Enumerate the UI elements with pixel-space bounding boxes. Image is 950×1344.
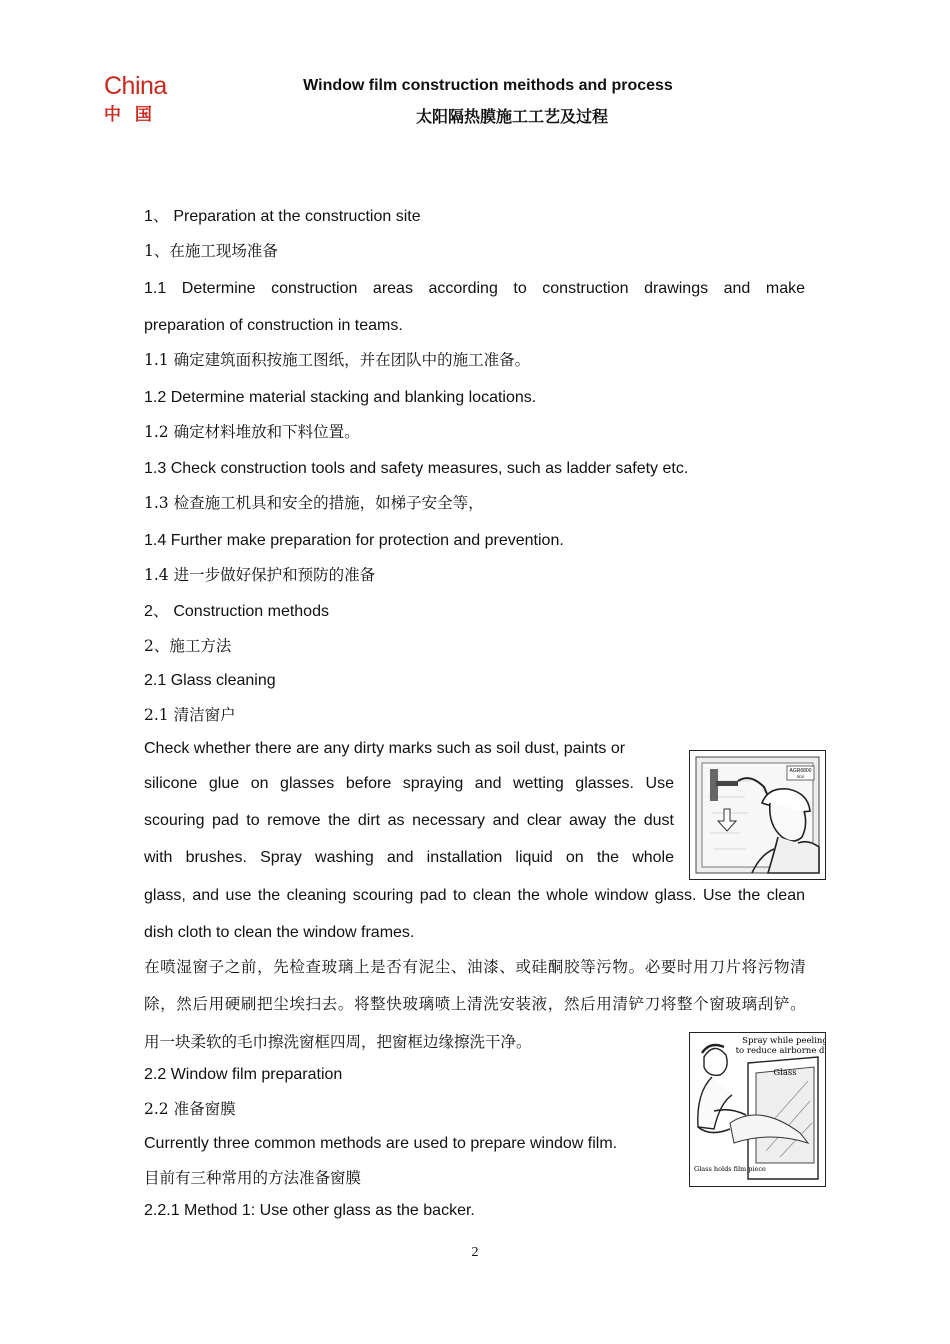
- paragraph-1-4-zh: 1.4 进一步做好保护和预防的准备: [144, 566, 376, 584]
- glass-label: Glass: [773, 1068, 797, 1078]
- page-number: 2: [471, 1245, 479, 1260]
- sign-line1: AGR6800: [789, 768, 812, 774]
- paragraph-2-1-zh-line3: 用一块柔软的毛巾擦洗窗框四周，把窗框边缘擦洗干净。: [144, 1033, 532, 1051]
- section-2-heading-zh: 2、施工方法: [144, 637, 232, 655]
- subsection-2-2-1-heading: 2.2.1 Method 1: Use other glass as the backer.: [144, 1202, 475, 1219]
- subsection-2-2-heading-zh: 2.2 准备窗膜: [144, 1100, 236, 1118]
- paragraph-1-3-zh: 1.3 检查施工机具和安全的措施，如梯子安全等，: [144, 494, 484, 512]
- fig2-bottom-label: Glass holds film piece: [694, 1165, 766, 1173]
- paragraph-1-4: 1.4 Further make preparation for protection and prevention.: [144, 532, 564, 549]
- paragraph-1-1-zh: 1.1 确定建筑面积按施工图纸，并在团队中的施工准备。: [144, 351, 531, 369]
- paragraph-2-2-zh: 目前有三种常用的方法准备窗膜: [144, 1169, 362, 1187]
- paragraph-2-1-line4: with brushes. Spray washing and installation liquid on the whole: [144, 849, 674, 866]
- section-1-heading-zh: 1、在施工现场准备: [144, 242, 278, 260]
- paragraph-2-1-zh-line2: 除，然后用硬刷把尘埃扫去。将整快玻璃喷上清洗安装液，然后用清铲刀将整个窗玻璃刮铲。: [144, 995, 805, 1013]
- paragraph-2-1-line1: Check whether there are any dirty marks such as soil dust, paints or: [144, 740, 626, 757]
- paragraph-2-1-line6: dish cloth to clean the window frames.: [144, 924, 415, 941]
- glass-cleaning-drawing: [690, 751, 825, 879]
- logo-text-zh: 中 国: [104, 105, 156, 125]
- subsection-2-1-heading-zh: 2.1 清洁窗户: [144, 706, 236, 724]
- paragraph-2-1-line2: silicone glue on glasses before spraying and wetting glasses. Use: [144, 775, 674, 792]
- page-title-zh: 太阳隔热膜施工工艺及过程: [415, 107, 608, 126]
- film-peeling-illustration: [689, 1032, 826, 1187]
- paragraph-2-1-zh-line1: 在喷湿窗子之前，先检查玻璃上是否有泥尘、油漆、或硅酮胶等污物。必要时用刀片将污物清: [144, 958, 805, 976]
- film-peeling-drawing: [690, 1033, 825, 1186]
- fig2-caption-line1: Spray while peeling: [742, 1036, 825, 1046]
- glass-cleaning-illustration: [689, 750, 826, 880]
- paragraph-1-2-zh: 1.2 确定材料堆放和下料位置。: [144, 423, 360, 441]
- paragraph-1-3: 1.3 Check construction tools and safety measures, such as ladder safety etc.: [144, 460, 689, 477]
- paragraph-2-1-line3: scouring pad to remove the dirt as necessary and clear away the dust: [144, 812, 674, 829]
- fig2-caption-line2: to reduce airborne dus: [735, 1046, 825, 1056]
- subsection-2-1-heading: 2.1 Glass cleaning: [144, 672, 276, 689]
- page-title-en: Window film construction meithods and process: [303, 77, 673, 94]
- paragraph-1-2: 1.2 Determine material stacking and blanking locations.: [144, 389, 537, 406]
- section-1-heading: 1、 Preparation at the construction site: [144, 208, 421, 225]
- subsection-2-2-heading: 2.2 Window film preparation: [144, 1066, 343, 1083]
- paragraph-1-1-line2: preparation of construction in teams.: [144, 317, 403, 334]
- paragraph-2-2: Currently three common methods are used to prepare window film.: [144, 1135, 618, 1152]
- section-2-heading: 2、 Construction methods: [144, 603, 329, 620]
- paragraph-2-1-line5: glass, and use the cleaning scouring pad to clean the whole window glass. Use the clean: [144, 887, 805, 904]
- sign-line2: SD0: [796, 774, 805, 779]
- logo-text-en: China: [104, 72, 167, 100]
- paragraph-1-1-line1: 1.1 Determine construction areas according to construction drawings and make: [144, 280, 805, 297]
